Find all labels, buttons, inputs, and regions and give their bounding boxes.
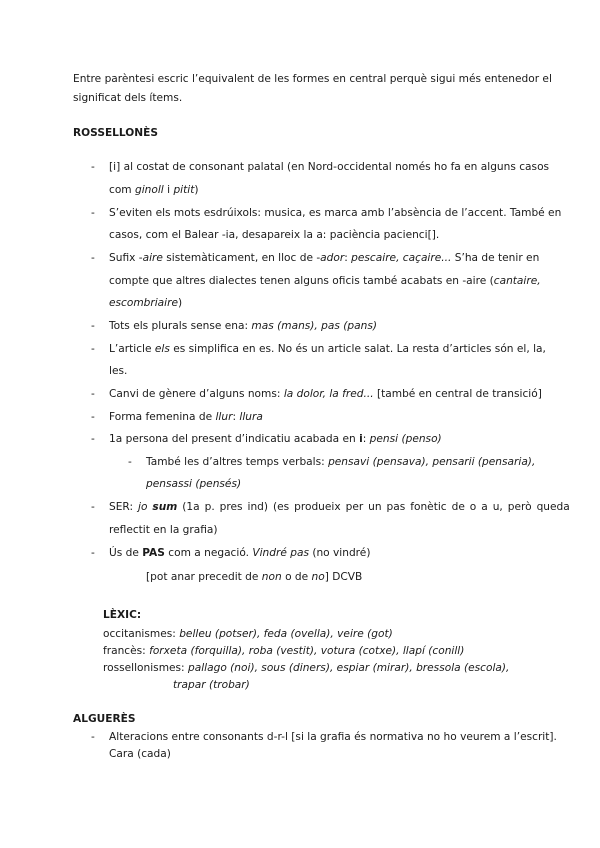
text-run: es simplifica en es. No és un article salat. La resta d’articles són el, la, — [169, 343, 546, 355]
text-run: pitit — [173, 184, 195, 196]
text-run: ) — [178, 297, 183, 309]
text-run: pensi (penso) — [369, 433, 442, 445]
list-item-line — [109, 296, 182, 310]
text-run: occitanismes: — [103, 628, 180, 640]
text-run: llur — [215, 411, 233, 423]
text-run: Cara (cada) — [109, 748, 171, 760]
text-run: les. — [109, 365, 128, 377]
list-bullet: - — [91, 252, 95, 264]
text-run: non — [261, 571, 282, 583]
list-item-line — [109, 410, 263, 424]
list-bullet: - — [91, 501, 95, 513]
sub-list-item-line — [146, 455, 535, 469]
list-item-line — [109, 228, 439, 242]
text-run: sum — [152, 501, 178, 513]
text-run: jo — [138, 501, 148, 513]
list-item-line — [109, 183, 199, 197]
text-run: També les d’altres temps verbals: — [146, 456, 329, 468]
text-run: Tots els plurals sense ena: — [109, 320, 252, 332]
text-run: : — [232, 411, 240, 423]
text-run: i — [163, 184, 174, 196]
text-run: francès: — [103, 645, 150, 657]
section-heading-rossellones: ROSSELLONÈS — [73, 127, 159, 139]
text-run: L’article — [109, 343, 155, 355]
text-run: pallago (noi), sous (diners), espiar (mirar), bressola (escola), — [188, 662, 510, 674]
text-run: no — [311, 571, 325, 583]
sub-list-bullet: - — [128, 456, 132, 468]
section-heading-algueres: ALGUERÈS — [73, 713, 136, 725]
text-run: ginoll — [135, 184, 164, 196]
text-run: PAS — [142, 547, 165, 559]
section-heading-lexic: LÈXIC: — [103, 609, 142, 621]
text-run: : — [344, 252, 352, 264]
text-run: i — [359, 433, 363, 445]
text-run: [també en central de transició] — [373, 388, 542, 400]
text-run: : — [362, 433, 370, 445]
text-run: S’eviten els mots esdrúixols: musica, es marca amb l’absència de l’accent. També en — [109, 207, 562, 219]
text-run: o de — [281, 571, 312, 583]
list-item-line — [109, 251, 539, 265]
text-run: ador — [320, 252, 345, 264]
lexic-line — [103, 644, 464, 658]
list-item-line — [109, 546, 370, 560]
list-bullet: - — [91, 343, 95, 355]
list-item-line — [109, 206, 561, 220]
text-run: Sufix - — [109, 252, 143, 264]
text-run: trapar (trobar) — [173, 679, 250, 691]
text-run: Vindré pas — [252, 547, 309, 559]
text-run: com a negació. — [164, 547, 253, 559]
lexic-line — [173, 678, 250, 692]
text-run: forxeta (forquilla), roba (vestit), votura (cotxe), llapí (conill) — [149, 645, 465, 657]
text-run: rossellonismes: — [103, 662, 188, 674]
list-bullet: - — [91, 547, 95, 559]
list-item-line — [109, 730, 557, 744]
sub-list-item-line — [146, 477, 241, 491]
text-run: els — [154, 343, 170, 355]
list-item-line — [109, 319, 377, 333]
text-run: ] DCVB — [324, 571, 363, 583]
list-bullet: - — [91, 388, 95, 400]
list-bullet: - — [91, 161, 95, 173]
intro-line-1: Entre parèntesi escric l’equivalent de les formes en central perquè sigui més entenedor el — [73, 73, 552, 85]
list-item-line — [109, 342, 546, 356]
lexic-line — [103, 627, 393, 641]
text-run: (no vindré) — [308, 547, 371, 559]
list-item-line — [109, 274, 541, 288]
list-bullet: - — [91, 320, 95, 332]
text-run: Alteracions entre consonants d-r-l [si la grafia és normativa no ho veurem a l’escrit]. — [109, 731, 557, 743]
text-run: (1a p. pres ind) (es produeix per un pas fonètic de o a u, però queda — [177, 501, 570, 513]
lexic-line — [103, 661, 509, 675]
list-item-line — [109, 747, 171, 761]
list-item-line — [109, 387, 542, 401]
list-item-line — [109, 432, 442, 446]
text-run: llura — [239, 411, 263, 423]
list-bullet: - — [91, 731, 95, 743]
text-run: S’ha de tenir en — [451, 252, 540, 264]
text-run: pensavi (pensava), pensarii (pensaria), — [328, 456, 536, 468]
text-run: [i] al costat de consonant palatal (en Nord-occidental només ho fa en alguns casos — [109, 161, 550, 173]
text-run: cantaire, — [493, 275, 541, 287]
text-run: [pot anar precedit de — [146, 571, 262, 583]
list-bullet: - — [91, 207, 95, 219]
text-run: reflectit en la grafia) — [109, 524, 218, 536]
text-run: mas (mans), pas (pans) — [251, 320, 377, 332]
text-run: Forma femenina de — [109, 411, 216, 423]
list-bullet: - — [91, 433, 95, 445]
dcvb-note — [146, 570, 362, 584]
list-item-line — [109, 160, 549, 174]
intro-line-2: significat dels ítems. — [73, 92, 183, 104]
text-run: escombriaire — [109, 297, 178, 309]
text-run: pensassi (pensés) — [146, 478, 242, 490]
list-item-line — [109, 364, 127, 378]
text-run: com — [109, 184, 135, 196]
text-run: casos, com el Balear -ia, desapareix la a: paciència pacienci[]. — [109, 229, 440, 241]
list-item-line — [109, 500, 570, 514]
text-run: Ús de — [109, 547, 143, 559]
text-run: Canvi de gènere d’alguns noms: — [109, 388, 284, 400]
list-bullet: - — [91, 411, 95, 423]
text-run: ) — [194, 184, 199, 196]
text-run: pescaire, caçaire... — [351, 252, 452, 264]
text-run: compte que altres dialectes tenen alguns oficis també acabats en -aire ( — [109, 275, 494, 287]
text-run: belleu (potser), feda (ovella), veire (got) — [179, 628, 393, 640]
text-run: sistemàticament, en lloc de - — [162, 252, 321, 264]
text-run: la dolor, la fred... — [283, 388, 374, 400]
list-item-line — [109, 523, 218, 537]
text-run: 1a persona del present d’indicatiu acabada en — [109, 433, 360, 445]
text-run: SER: — [109, 501, 138, 513]
text-run: aire — [142, 252, 163, 264]
